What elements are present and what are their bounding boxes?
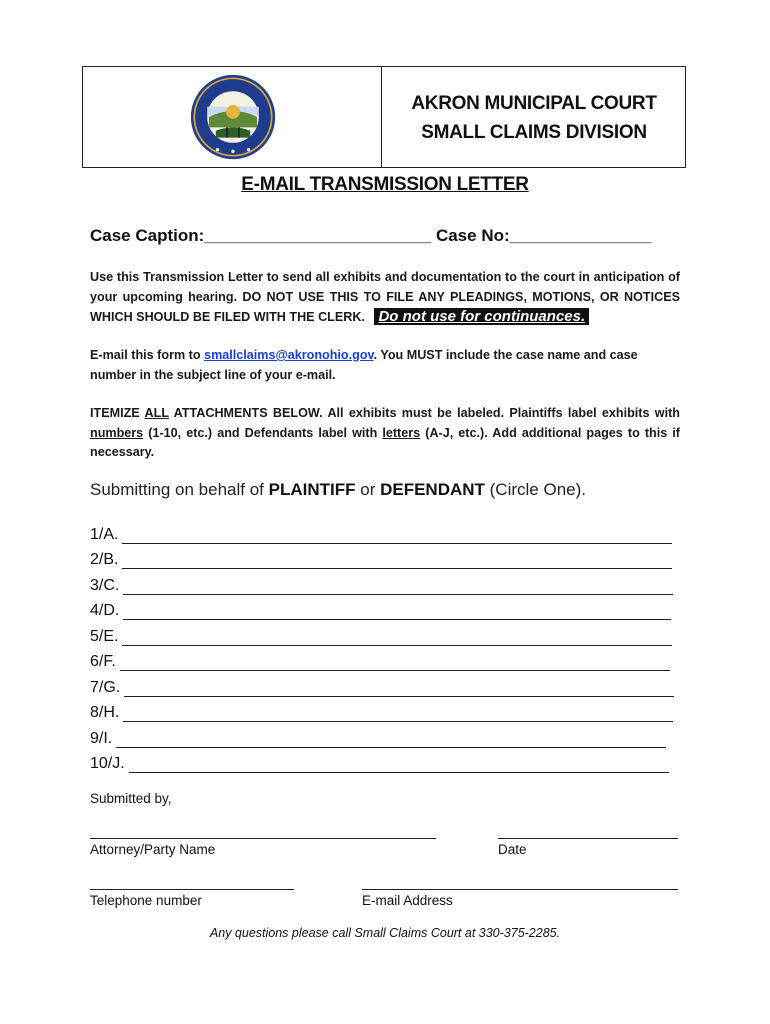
attachment-label: 1/A. [90, 525, 119, 543]
attachment-item [90, 595, 690, 621]
division-name: SMALL CLAIMS DIVISION [421, 122, 647, 143]
attachment-label: 5/E. [90, 627, 119, 645]
attachment-line[interactable] [123, 704, 673, 722]
header-box [82, 66, 686, 168]
instructions-paragraph-3 [90, 404, 680, 463]
case-number-field[interactable]: Case No:_______________ [435, 226, 652, 245]
attachment-list [90, 518, 690, 773]
behalf-suffix: (Circle One). [484, 480, 586, 499]
attorney-party-name-line[interactable] [90, 838, 436, 839]
attachment-item [90, 671, 690, 697]
attachment-item [90, 620, 690, 646]
labeling-text: ATTACHMENTS BELOW. All exhibits must be labeled. Plaintiffs label exhibits with [168, 406, 680, 420]
attachment-label: 6/F. [90, 653, 116, 670]
itemize-text: ITEMIZE [90, 406, 145, 420]
header-divider [381, 67, 382, 167]
numbers-emphasis: numbers [90, 425, 144, 440]
submitted-by: Submitted by, [90, 791, 172, 806]
email-address-line[interactable] [362, 889, 678, 890]
attachment-item [90, 748, 690, 774]
telephone-number-label: Telephone number [90, 893, 202, 908]
attachment-item [90, 518, 690, 544]
court-seal-logo [190, 74, 276, 160]
email-link[interactable]: smallclaims@akronohio.gov [204, 348, 374, 362]
attachment-line[interactable] [116, 730, 666, 748]
submitting-on-behalf [90, 480, 586, 500]
footer-contact-note: Any questions please call Small Claims Court at 330-375-2285. [209, 926, 561, 940]
attorney-party-name-label: Attorney/Party Name [90, 842, 216, 857]
attachment-line[interactable] [129, 755, 669, 773]
attachment-item [90, 569, 690, 595]
case-caption-row [90, 226, 651, 246]
attachment-line[interactable] [123, 602, 671, 620]
date-label: Date [498, 842, 527, 857]
behalf-prefix: Submitting on behalf of [90, 480, 269, 499]
behalf-or: or [355, 480, 381, 499]
document-title: E-MAIL TRANSMISSION LETTER [241, 174, 529, 195]
letters-emphasis: letters [382, 425, 421, 440]
attachment-line[interactable] [122, 551, 672, 569]
attachment-label: 10/J. [90, 755, 125, 772]
attachment-line[interactable] [122, 628, 672, 646]
attachment-line[interactable] [120, 653, 670, 671]
attachment-line[interactable] [123, 577, 673, 595]
additional-pages-text: (A-J, etc.). Add additional pages to this if necessary. [90, 425, 680, 459]
attachment-label: 2/B. [90, 551, 119, 568]
attachment-label: 9/I. [90, 729, 113, 747]
email-address-label: E-mail Address [362, 893, 453, 908]
attachment-line[interactable] [122, 526, 672, 544]
attachment-label: 4/D. [90, 602, 120, 619]
attachment-item [90, 646, 690, 672]
email-instruction-suffix: . You MUST include the case name and case number in the subject line of your e-mail. [90, 348, 638, 382]
instructions-paragraph-2 [90, 346, 680, 385]
continuance-warning: Do not use for continuances. [374, 308, 589, 325]
attachment-label: 7/G. [90, 678, 121, 696]
attachment-label: 3/C. [90, 576, 120, 594]
plaintiff-option[interactable]: PLAINTIFF [268, 480, 356, 499]
telephone-number-line[interactable] [90, 889, 294, 890]
court-name: AKRON MUNICIPAL COURT [411, 93, 657, 114]
instructions-paragraph-1 [90, 268, 680, 328]
all-emphasis: ALL [144, 406, 169, 420]
date-line[interactable] [498, 838, 678, 839]
defendant-option[interactable]: DEFENDANT [380, 480, 485, 499]
case-caption-field[interactable]: Case Caption:________________________ [90, 226, 432, 245]
attachment-item [90, 544, 690, 570]
instructions-text: Use this Transmission Letter to send all exhibits and documentation to the court in anticipation of your upcoming hearing. DO NOT USE THIS TO FILE ANY PLEADINGS, MOTIONS, OR NOTICES WHICH SHOULD BE FILED WITH THE CLERK. [90, 270, 680, 324]
attachment-label: 8/H. [90, 704, 120, 721]
defendants-text: (1-10, etc.) and Defendants label with [143, 425, 383, 440]
attachment-item [90, 697, 690, 723]
court-heading [383, 89, 685, 147]
email-instruction-prefix: E-mail this form to [90, 348, 205, 362]
attachment-item [90, 722, 690, 748]
attachment-line[interactable] [124, 679, 674, 697]
